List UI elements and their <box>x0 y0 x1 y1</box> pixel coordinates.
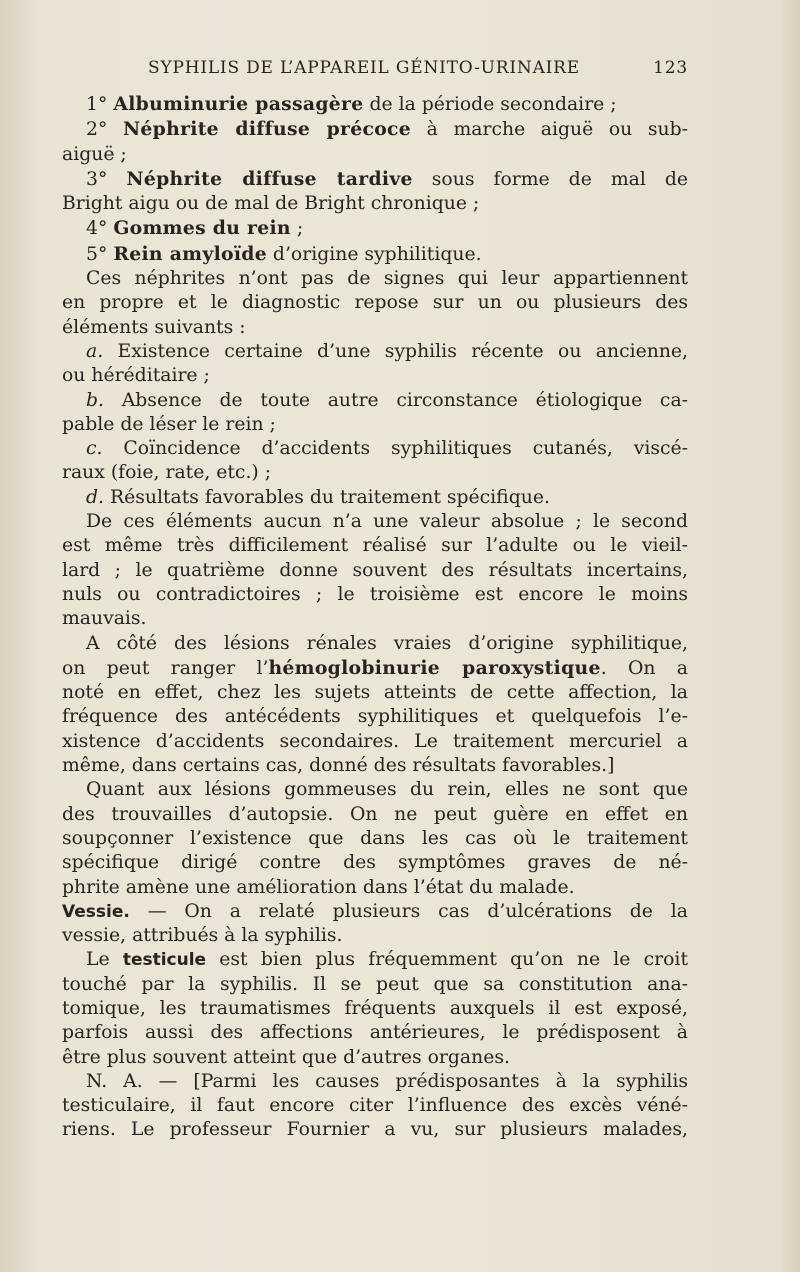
list-item: 2° Néphrite diffuse précoce à marche aiguë ou sub- <box>86 118 688 141</box>
text-line: lard ; le quatrième donne souvent des résultats incertains, <box>62 559 688 581</box>
text-line: pable de léser le rein ; <box>62 413 276 435</box>
list-term: Gommes du rein <box>113 217 291 240</box>
text-line: parfois aussi des affections antérieures, le prédisposent à <box>62 1022 688 1044</box>
list-item-continuation: Bright aigu ou de mal de Bright chronique ; <box>62 193 480 215</box>
text-line: touché par la syphilis. Il se peut que sa constitution ana- <box>62 973 688 995</box>
text-line: riens. Le professeur Fournier a vu, sur plusieurs malades, <box>62 1119 688 1141</box>
running-title: SYPHILIS DE L’APPAREIL GÉNITO-URINAIRE <box>148 58 580 78</box>
section-term: testicule <box>122 950 207 971</box>
text-line: des trouvailles d’autopsie. On ne peut guère en effet en <box>62 803 688 825</box>
text-line: xistence d’accidents secondaires. Le traitement mercuriel a <box>62 730 688 752</box>
list-item: 4° Gommes du rein ; <box>86 217 304 240</box>
text-line: Le testicule est bien plus fréquemment qu’on ne le croit <box>86 949 688 971</box>
list-term: Albuminurie passagère <box>113 93 364 115</box>
text-line: De ces éléments aucun n’a une valeur absolue ; le second <box>86 511 688 533</box>
text-line: est même très difficilement réalisé sur l’adulte ou le vieil- <box>62 535 688 557</box>
list-item-continuation: aiguë ; <box>62 143 127 165</box>
text-line: Vessie. — On a relaté plusieurs cas d’ulcérations de la <box>62 900 688 922</box>
text-line: en propre et le diagnostic repose sur un ou plusieurs des <box>62 292 688 314</box>
page-body <box>62 92 688 1143</box>
text-line: on peut ranger l’hémoglobinurie paroxystique. On a <box>62 656 688 679</box>
text-line: même, dans certains cas, donné des résultats favorables.] <box>62 755 615 777</box>
text-line: testiculaire, il faut encore citer l’influence des excès véné- <box>62 1095 688 1117</box>
criterion-item: d. Résultats favorables du traitement spécifique. <box>86 486 550 508</box>
text-line: N. A. — [Parmi les causes prédisposantes à la syphilis <box>86 1070 688 1092</box>
page-header <box>62 58 688 88</box>
list-term: Néphrite diffuse tardive <box>126 167 413 190</box>
list-item: 1° Albuminurie passagère de la période secondaire ; <box>86 93 617 115</box>
text-line: spécifique dirigé contre des symptômes graves de né- <box>62 852 688 874</box>
text-line: éléments suivants : <box>62 316 246 338</box>
criterion-item: c. Coïncidence d’accidents syphilitiques cutanés, viscé- <box>86 438 688 460</box>
list-item: 3° Néphrite diffuse tardive sous forme de mal de <box>86 167 688 190</box>
text-line: Ces néphrites n’ont pas de signes qui leur appartiennent <box>86 268 688 290</box>
text-line: noté en effet, chez les sujets atteints de cette affection, la <box>62 682 688 704</box>
list-term: Néphrite diffuse précoce <box>122 118 412 141</box>
text-line: soupçonner l’existence que dans les cas où le traitement <box>62 827 688 849</box>
text-line: nuls ou contradictoires ; le troisième est encore le moins <box>62 583 688 605</box>
text-line: fréquence des antécédents syphilitiques et quelquefois l’e- <box>62 706 688 728</box>
criterion-item: b. Absence de toute autre circonstance étiologique ca- <box>86 389 688 411</box>
page-number: 123 <box>653 58 688 78</box>
text-line: Quant aux lésions gommeuses du rein, elles ne sont que <box>86 779 688 801</box>
text-line: phrite amène une amélioration dans l’état du malade. <box>62 876 575 898</box>
text-line: vessie, attribués à la syphilis. <box>62 925 343 947</box>
section-term: Vessie. <box>62 901 130 922</box>
text-line: tomique, les traumatismes fréquents auxquels il est exposé, <box>62 997 688 1019</box>
bold-term: hémoglobinurie paroxystique <box>268 656 601 679</box>
text-line: mauvais. <box>62 608 147 630</box>
list-item: 5° Rein amyloïde d’origine syphilitique. <box>86 242 482 265</box>
criterion-item: a. Existence certaine d’une syphilis récente ou ancienne, <box>86 340 688 362</box>
list-term: Rein amyloïde <box>113 242 267 265</box>
text-line: être plus souvent atteint que d’autres organes. <box>62 1046 510 1068</box>
text-line: ou héréditaire ; <box>62 365 210 387</box>
text-line: A côté des lésions rénales vraies d’origine syphilitique, <box>86 632 688 654</box>
text-line: raux (foie, rate, etc.) ; <box>62 462 272 484</box>
